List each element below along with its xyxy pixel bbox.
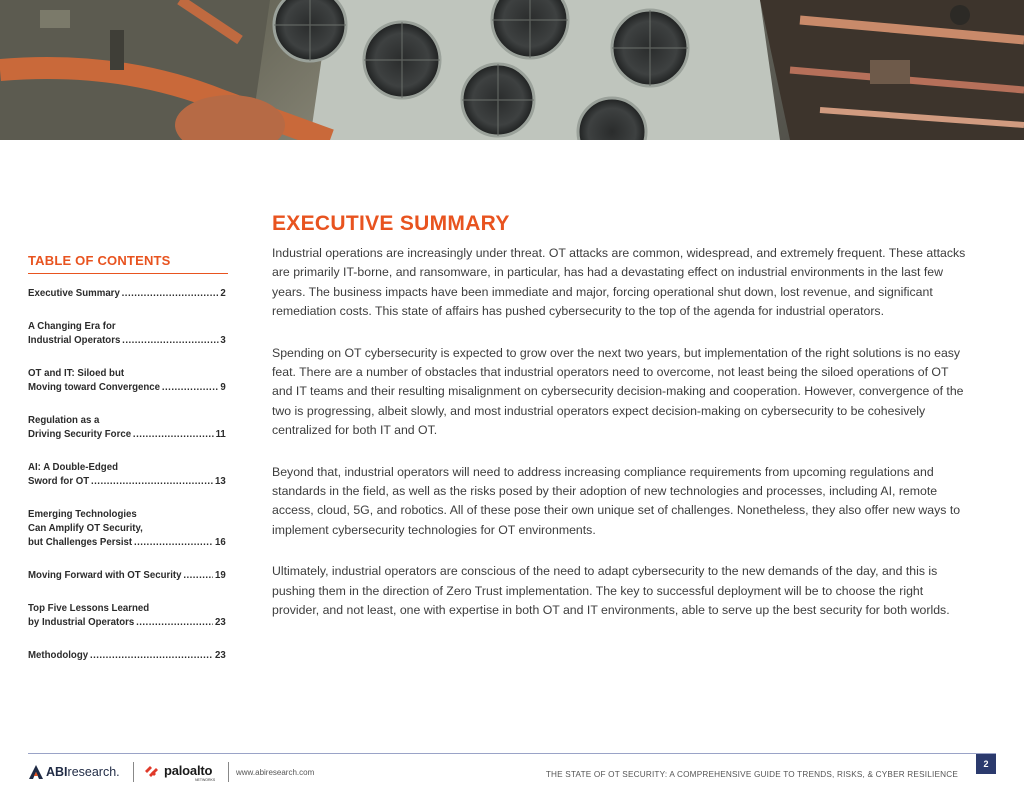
toc-item-line: A Changing Era for	[28, 320, 116, 332]
toc-item-entry	[28, 380, 226, 394]
toc-item-line: Regulation as a	[28, 414, 100, 426]
toc-item-entry	[28, 286, 226, 300]
abi-research-logo[interactable]	[28, 764, 120, 780]
paloalto-logo-text: paloalto	[164, 763, 213, 778]
toc-item[interactable]	[28, 413, 226, 441]
footer-divider	[28, 753, 996, 754]
paragraph: Ultimately, industrial operators are conscious of the need to adapt cybersecurity to the new demands of the day, and this is pushing them in the direction of Zero Trust implementation. The key to successful deployment will be to choose the right provider, and not least, one with expertise in both OT and IT environments, able to serve up the best security for both worlds.	[272, 564, 950, 618]
toc-item-label: Driving Security Force	[28, 428, 132, 440]
website-link[interactable]: www.abiresearch.com	[236, 768, 315, 777]
paragraph: Industrial operations are increasingly under threat. OT attacks are common, widespread, and extremely frequent. These attacks are primarily IT-borne, and ransomware, in particular, has had a devastating effect on industrial environments in the last few years. The business impacts have been immediate and major, forcing operational shut down, lost revenue, and significant remediation costs. This state of affairs has pushed cybersecurity to the top of the agenda for industrial operators.	[272, 246, 966, 319]
toc-item-label: Moving toward Convergence	[28, 381, 161, 393]
toc-leader-dots	[133, 427, 214, 441]
logo-divider	[133, 762, 134, 782]
toc-item-label: Executive Summary	[28, 287, 120, 299]
toc-item-entry	[28, 333, 226, 347]
toc-item-entry	[28, 568, 226, 582]
toc-page-number: 13	[215, 475, 226, 487]
hero-image	[0, 0, 1024, 140]
toc-page-number: 11	[215, 428, 226, 440]
paragraph: Spending on OT cybersecurity is expected to grow over the next two years, but implementation of the right solutions is no easy feat. There are a number of obstacles that industrial operators need to overcome, not least being the siloed operations of OT and IT teams and their resulting misalignment on cybersecurity decision-making and cooperation. However, convergence of the two is progressing, albeit slowly, and most industrial operators expect decision-making on cybersecurity to be cohesively centralized for both IT and OT.	[272, 345, 964, 438]
toc-leader-dots	[183, 568, 213, 582]
toc-item[interactable]	[28, 648, 226, 662]
paragraph: Beyond that, industrial operators will need to address increasing compliance requirements from upcoming regulations and standards in the field, as well as the risks posed by their adoption of new technologies and processes, including AI, remote access, cloud, 5G, and robotics. All of these pose their own unique set of challenges. Nonetheless, they also offer new ways to implement cybersecurity technologies for OT environments.	[272, 464, 961, 537]
footer	[28, 759, 996, 784]
toc-item-entry	[28, 474, 226, 488]
toc-item-line: OT and IT: Siloed but	[28, 367, 125, 379]
page-number: 2	[976, 754, 996, 774]
abi-logo-text: ABIresearch.	[46, 765, 120, 779]
toc-item-line: Top Five Lessons Learned	[28, 602, 150, 614]
toc-item-entry	[28, 427, 226, 441]
toc-item-entry	[28, 648, 226, 662]
executive-summary-section	[272, 212, 972, 643]
toc-item[interactable]	[28, 601, 226, 629]
toc-item[interactable]	[28, 568, 226, 582]
toc-item-label: Sword for OT	[28, 475, 90, 487]
toc-page-number: 16	[215, 536, 226, 548]
toc-item-entry	[28, 615, 226, 629]
toc-page-number: 23	[215, 649, 226, 661]
paloalto-logo-icon	[143, 764, 161, 778]
toc-page-number: 2	[220, 287, 226, 299]
toc-leader-dots	[136, 615, 213, 629]
toc-page-number: 19	[215, 569, 226, 581]
toc-page-number: 9	[220, 381, 226, 393]
document-title: THE STATE OF OT SECURITY: A COMPREHENSIVE GUIDE TO TRENDS, RISKS, & CYBER RESILIENCE	[545, 770, 958, 779]
toc-item[interactable]	[28, 507, 226, 549]
toc-item-line: Can Amplify OT Security,	[28, 522, 143, 534]
hero-illustration	[0, 0, 1024, 140]
section-heading: EXECUTIVE SUMMARY	[272, 212, 510, 235]
toc-list	[28, 286, 228, 662]
toc-item-label: Moving Forward with OT Security	[28, 569, 182, 581]
toc-item[interactable]	[28, 460, 226, 488]
toc-item-line: Emerging Technologies	[28, 508, 137, 520]
toc-item-label: but Challenges Persist	[28, 536, 133, 548]
toc-leader-dots	[90, 648, 213, 662]
toc-leader-dots	[162, 380, 219, 394]
toc-item[interactable]	[28, 319, 226, 347]
toc-item-label: by Industrial Operators	[28, 616, 135, 628]
paloalto-logo[interactable]	[143, 763, 216, 782]
toc-page-number: 3	[220, 334, 226, 346]
toc-leader-dots	[122, 333, 218, 347]
toc-page-number: 23	[215, 616, 226, 628]
paloalto-logo-subtext: NETWORKS	[195, 778, 216, 782]
toc-item[interactable]	[28, 286, 226, 300]
logo-divider	[228, 762, 229, 782]
toc-leader-dots	[122, 286, 219, 300]
abi-logo-icon	[28, 764, 44, 780]
toc-leader-dots	[91, 474, 213, 488]
toc-item[interactable]	[28, 366, 226, 394]
toc-item-line: AI: A Double-Edged	[28, 461, 118, 473]
toc-leader-dots	[134, 535, 213, 549]
toc-title: TABLE OF CONTENTS	[28, 253, 228, 274]
toc-item-label: Industrial Operators	[28, 334, 121, 346]
table-of-contents	[28, 253, 228, 681]
toc-item-entry	[28, 535, 226, 549]
toc-item-label: Methodology	[28, 649, 89, 661]
